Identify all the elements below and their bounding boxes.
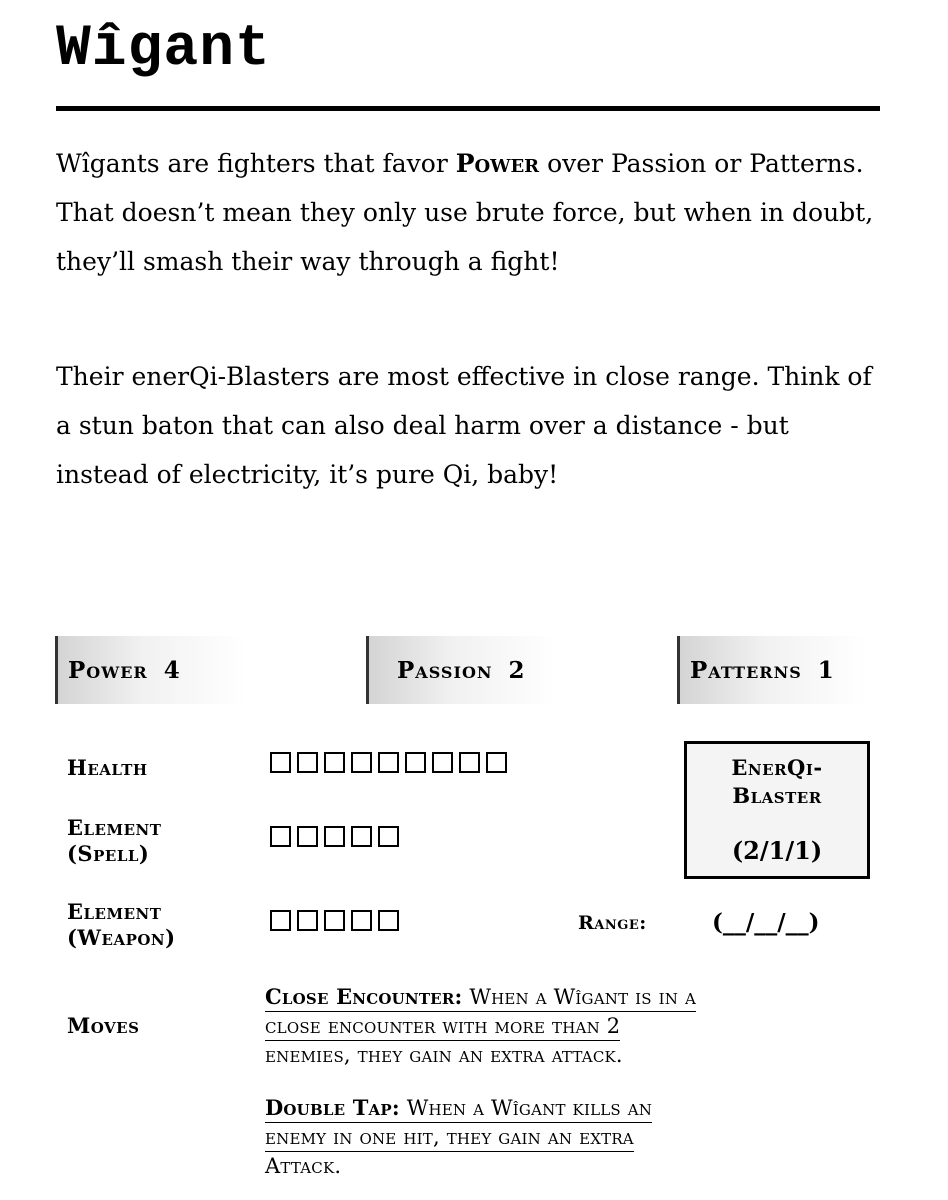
range-label: Range: (578, 912, 647, 934)
track-checkbox[interactable] (378, 826, 399, 847)
weapon-name-line: EnerQi- (731, 755, 823, 780)
stat-passion (366, 636, 556, 704)
move-double-tap (265, 1094, 865, 1180)
move-text: When a Wîgant kills an (399, 1096, 653, 1120)
weapon-name (687, 754, 867, 810)
range-value: (__/__/__) (712, 909, 820, 936)
move-line: enemies, they gain an extra attack. (265, 1043, 623, 1067)
track-checkbox[interactable] (486, 752, 507, 773)
track-checkbox[interactable] (324, 752, 345, 773)
element-spell-track (270, 826, 399, 847)
stat-patterns (677, 636, 867, 704)
stat-value: 2 (508, 656, 526, 684)
weapon-card (684, 741, 870, 879)
track-checkbox[interactable] (405, 752, 426, 773)
track-checkbox[interactable] (324, 826, 345, 847)
track-checkbox[interactable] (459, 752, 480, 773)
page-title: Wîgant (56, 17, 271, 82)
stat-value: 4 (163, 656, 181, 684)
weapon-stats: (2/1/1) (731, 836, 823, 865)
track-checkbox[interactable] (270, 752, 291, 773)
move-line (265, 983, 696, 1012)
move-close-encounter (265, 983, 865, 1069)
track-checkbox[interactable] (432, 752, 453, 773)
stat-value: 1 (817, 656, 835, 684)
health-label: Health (67, 755, 148, 780)
move-name: Close Encounter: (265, 984, 463, 1009)
move-line: Attack. (265, 1154, 342, 1178)
track-checkbox[interactable] (378, 752, 399, 773)
track-checkbox[interactable] (351, 826, 372, 847)
intro-text: Wîgants are fighters that favor (56, 149, 456, 178)
moves-label: Moves (67, 1013, 140, 1038)
element-spell-label (67, 815, 161, 867)
track-checkbox[interactable] (297, 910, 318, 931)
track-checkbox[interactable] (324, 910, 345, 931)
stat-label: Passion (397, 656, 493, 684)
label-line: Element (67, 815, 162, 840)
label-line: (Weapon) (67, 925, 176, 950)
move-line (265, 1094, 652, 1123)
title-divider (56, 106, 880, 111)
track-checkbox[interactable] (297, 752, 318, 773)
element-weapon-track (270, 910, 399, 931)
power-emphasis: Power (455, 149, 540, 178)
intro-paragraph-2: Their enerQi-Blasters are most effective in close range. Think of a stun baton that can also deal harm over a distance - but instead of electricity, it’s pure Qi, baby! (56, 362, 872, 489)
track-checkbox[interactable] (297, 826, 318, 847)
stat-label: Patterns (690, 656, 802, 684)
track-checkbox[interactable] (270, 910, 291, 931)
track-checkbox[interactable] (351, 752, 372, 773)
stat-label: Power (68, 656, 148, 684)
intro-text: over Passion or Patterns. That doesn’t mean they only use brute force, but when in doubt, they’ll smash their way through a fight! (56, 149, 874, 276)
intro-paragraph-1 (56, 139, 886, 286)
move-name: Double Tap: (265, 1095, 400, 1120)
move-line: close encounter with more than 2 (265, 1012, 620, 1041)
element-weapon-label (67, 899, 176, 951)
label-line: (Spell) (67, 841, 150, 866)
move-line: enemy in one hit, they gain an extra (265, 1123, 634, 1152)
track-checkbox[interactable] (378, 910, 399, 931)
label-line: Element (67, 899, 162, 924)
move-text: When a Wîgant is in a (462, 985, 697, 1009)
track-checkbox[interactable] (351, 910, 372, 931)
stat-power (55, 636, 245, 704)
weapon-name-line: Blaster (732, 783, 822, 808)
track-checkbox[interactable] (270, 826, 291, 847)
health-track (270, 752, 507, 773)
